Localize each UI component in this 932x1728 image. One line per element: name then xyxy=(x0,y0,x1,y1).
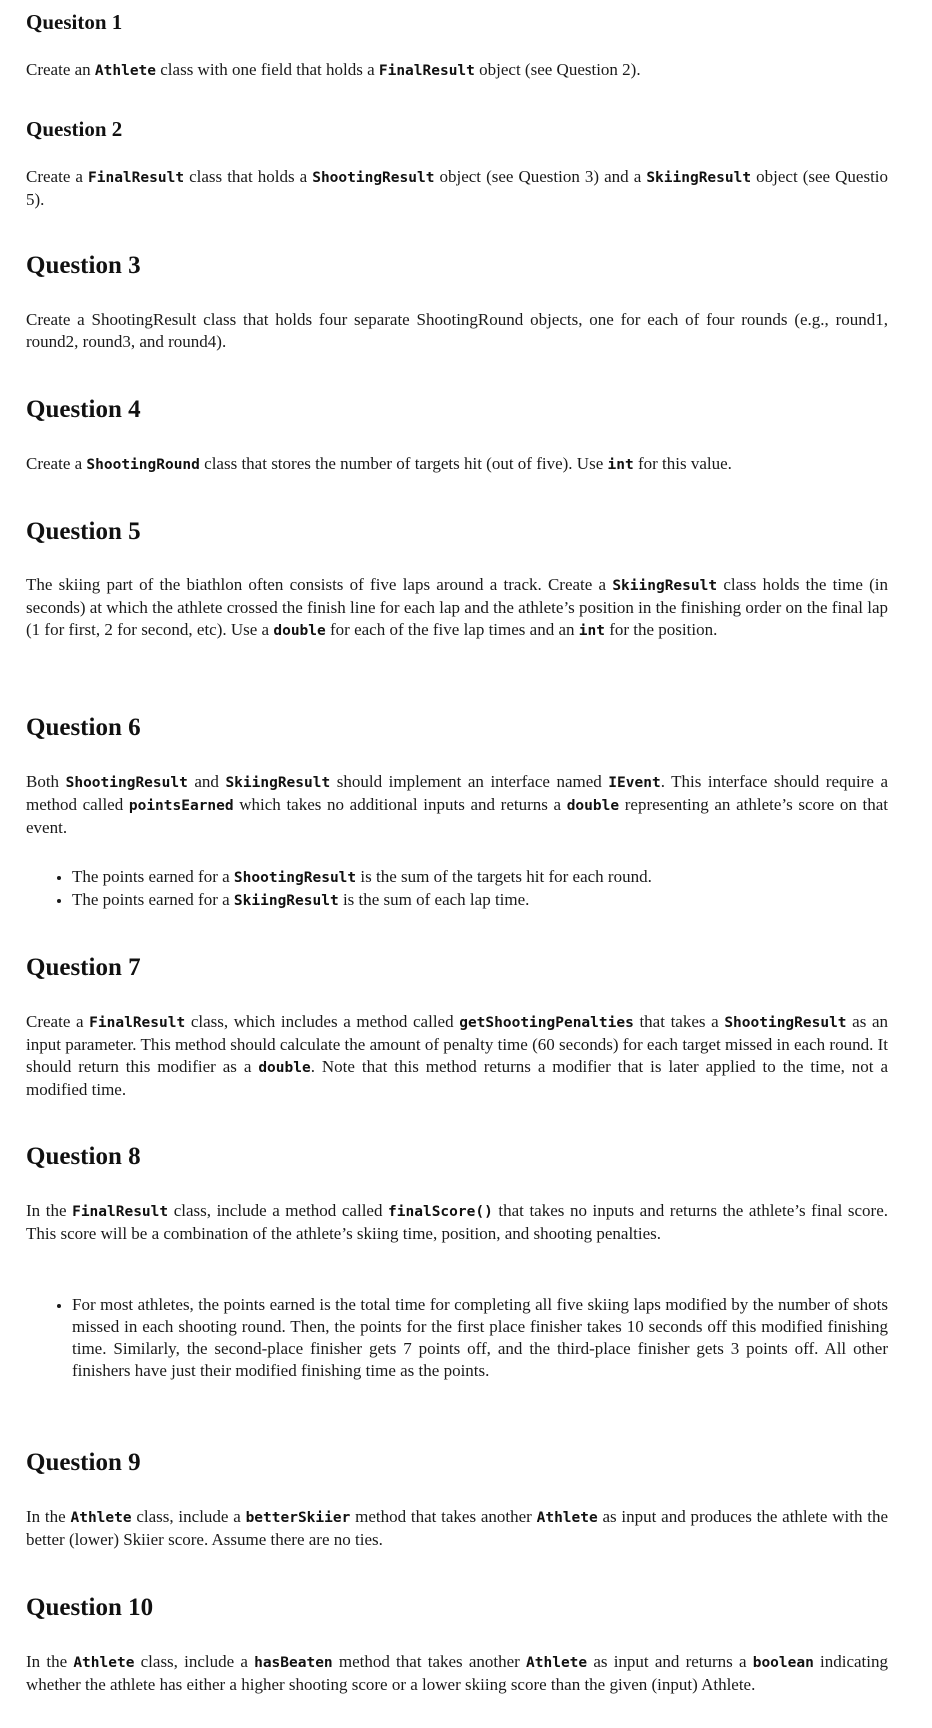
inline-code: FinalResult xyxy=(72,1204,169,1220)
inline-code: int xyxy=(607,457,634,473)
question-9-heading xyxy=(26,1448,886,1478)
question-6-title: Question 6 xyxy=(26,714,141,741)
question-1-text: Create an Athlete class with one field that holds a FinalResult object (see Question 2). xyxy=(26,60,641,79)
inline-code: FinalResult xyxy=(88,170,185,186)
inline-code: SkiingResult xyxy=(612,578,718,594)
question-4-heading xyxy=(26,395,886,425)
question-10-heading xyxy=(26,1593,886,1623)
question-2-text: Create a FinalResult class that holds a ShootingResult object (see Question 3) and a SkiingResult object (see Questio 5). xyxy=(26,167,889,209)
inline-code: getShootingPenalties xyxy=(459,1015,634,1031)
inline-code: int xyxy=(578,623,605,639)
inline-code: Athlete xyxy=(94,63,157,79)
question-3-title: Question 3 xyxy=(26,252,141,279)
question-4-text: Create a ShootingRound class that stores the number of targets hit (out of five). Use int for this value. xyxy=(26,454,732,473)
inline-code: ShootingResult xyxy=(65,775,188,791)
inline-code: FinalResult xyxy=(89,1015,186,1031)
question-3-heading xyxy=(26,251,886,281)
inline-code: finalScore() xyxy=(388,1204,493,1220)
question-7-heading xyxy=(26,953,886,983)
question-2-heading xyxy=(26,117,886,142)
inline-code: double xyxy=(566,798,620,814)
inline-code: double xyxy=(258,1060,311,1076)
question-5-text: The skiing part of the biathlon often consists of five laps around a track. Create a SkiingResult class holds the time (in seconds) at which the athlete crossed the finish line for each lap and the athlete’s position in the finishing order on the final lap (1 for first, 2 for second, etc). Use a double for each of the five lap times and an int for the position. xyxy=(26,575,888,639)
list-item: • For most athletes, the points earned is the total time for completing all five skiing laps modified by the number of shots missed in each shooting round. Then, the points for the first place finisher takes 10 seconds off this modified finishing time. Similarly, the second-place finisher gets 7 points off, and the third-place finisher gets 3 points off. All other finishers have just their modified finishing time as the points. xyxy=(72,1294,888,1382)
inline-code: Athlete xyxy=(536,1510,598,1526)
inline-code: hasBeaten xyxy=(254,1655,333,1671)
question-5-heading xyxy=(26,517,886,547)
question-1-title: Quesiton 1 xyxy=(26,10,123,34)
inline-code: SkiingResult xyxy=(646,170,752,186)
inline-code: pointsEarned xyxy=(128,798,234,814)
inline-code: IEvent xyxy=(608,775,661,791)
question-7-title: Question 7 xyxy=(26,954,141,981)
question-6-bullets xyxy=(26,866,888,912)
question-1-heading xyxy=(26,10,886,35)
inline-code: ShootingResult xyxy=(724,1015,847,1031)
question-10-text: In the Athlete class, include a hasBeaten method that takes another Athlete as input and returns a boolean indicating whether the athlete has either a higher shooting score or a lower skiing score than the given (input) Athlete. xyxy=(26,1652,889,1694)
question-5-title: Question 5 xyxy=(26,518,141,545)
inline-code: double xyxy=(273,623,326,639)
inline-code: FinalResult xyxy=(378,63,475,79)
list-item: • The points earned for a ShootingResult is the sum of the targets hit for each round. xyxy=(72,866,888,889)
question-8-title: Question 8 xyxy=(26,1143,141,1170)
question-7-text: Create a FinalResult class, which includes a method called getShootingPenalties that takes a ShootingResult as an input parameter. This method should calculate the amount of penalty time (60 seconds) for each target missed in each round. It should return this modifier as a double. Note that this method returns a modifier that is later applied to the time, not a modified time. xyxy=(26,1012,888,1099)
question-6-text: Both ShootingResult and SkiingResult should implement an interface named IEvent. This interface should require a method called pointsEarned which takes no additional inputs and returns a double representing an athlete’s score on that event. xyxy=(26,772,889,837)
list-item: • The points earned for a SkiingResult is the sum of each lap time. xyxy=(72,889,888,912)
inline-code: ShootingResult xyxy=(233,870,357,886)
inline-code: ShootingRound xyxy=(86,457,200,473)
question-8-text: In the FinalResult class, include a method called finalScore() that takes no inputs and returns the athlete’s final score. This score will be a combination of the athlete’s skiing time, position, and shooting penalties. xyxy=(26,1201,889,1243)
inline-code: boolean xyxy=(752,1655,814,1671)
inline-code: SkiingResult xyxy=(233,893,339,909)
question-10-title: Question 10 xyxy=(26,1594,154,1621)
question-8-heading xyxy=(26,1142,886,1172)
question-4-title: Question 4 xyxy=(26,396,141,423)
question-8-bullets xyxy=(26,1294,888,1382)
inline-code: betterSkiier xyxy=(245,1510,351,1526)
inline-code: Athlete xyxy=(73,1655,135,1671)
question-9-text: In the Athlete class, include a betterSkiier method that takes another Athlete as input and produces the athlete with the better (lower) Skiier score. Assume there are no ties. xyxy=(26,1507,888,1549)
question-3-text: Create a ShootingResult class that holds four separate ShootingRound objects, one for each of four rounds (e.g., round1, round2, round3, and round4). xyxy=(26,310,888,351)
inline-code: ShootingResult xyxy=(312,170,435,186)
inline-code: SkiingResult xyxy=(225,775,331,791)
question-9-title: Question 9 xyxy=(26,1449,141,1476)
question-6-heading xyxy=(26,713,886,743)
inline-code: Athlete xyxy=(70,1510,132,1526)
question-2-title: Question 2 xyxy=(26,117,123,141)
inline-code: Athlete xyxy=(526,1655,588,1671)
